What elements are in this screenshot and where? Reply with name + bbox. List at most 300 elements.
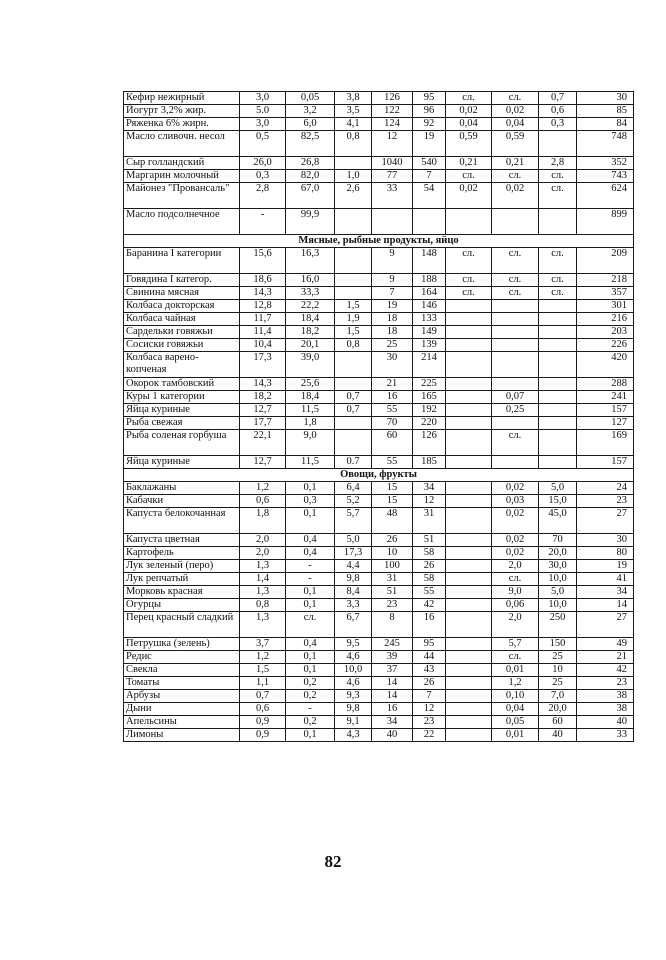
value-cell: 133 <box>413 313 446 326</box>
value-cell: 7 <box>413 690 446 703</box>
value-cell: 0,04 <box>492 118 539 131</box>
value-cell: 44 <box>413 651 446 664</box>
product-name-cell: Баклажаны <box>124 482 240 495</box>
value-cell: 0,04 <box>492 703 539 716</box>
value-cell: 39,0 <box>286 352 335 378</box>
product-name-cell: Огурцы <box>124 599 240 612</box>
table-row <box>124 456 634 469</box>
table-row <box>124 131 634 157</box>
value-cell: 0,04 <box>446 118 492 131</box>
value-cell: 70 <box>539 534 577 547</box>
table-row <box>124 209 634 235</box>
value-cell: сл. <box>492 430 539 456</box>
value-cell: 0,01 <box>492 664 539 677</box>
value-cell: 226 <box>577 339 634 352</box>
product-name-cell: Рыба соленая горбуша <box>124 430 240 456</box>
value-cell: 209 <box>577 248 634 274</box>
table-row <box>124 651 634 664</box>
value-cell <box>446 729 492 742</box>
value-cell: 25 <box>539 651 577 664</box>
value-cell <box>492 456 539 469</box>
value-cell: 9,0 <box>492 586 539 599</box>
value-cell: 0,3 <box>240 170 286 183</box>
value-cell: 9 <box>372 274 413 287</box>
value-cell: - <box>286 573 335 586</box>
value-cell: 34 <box>372 716 413 729</box>
value-cell <box>335 274 372 287</box>
value-cell: 96 <box>413 105 446 118</box>
value-cell: 4,1 <box>335 118 372 131</box>
product-name-cell: Масло подсолнечное <box>124 209 240 235</box>
value-cell: 95 <box>413 638 446 651</box>
table-row <box>124 404 634 417</box>
value-cell <box>446 677 492 690</box>
product-name-cell: Томаты <box>124 677 240 690</box>
value-cell: 42 <box>413 599 446 612</box>
value-cell: 10,0 <box>539 573 577 586</box>
value-cell: 0,7 <box>335 404 372 417</box>
value-cell <box>492 352 539 378</box>
table-row <box>124 417 634 430</box>
value-cell <box>335 209 372 235</box>
value-cell: 0,1 <box>286 508 335 534</box>
value-cell: сл. <box>539 287 577 300</box>
value-cell: 84 <box>577 118 634 131</box>
value-cell: 39 <box>372 651 413 664</box>
value-cell: 55 <box>413 586 446 599</box>
value-cell <box>539 404 577 417</box>
product-name-cell: Свекла <box>124 664 240 677</box>
value-cell: 99,9 <box>286 209 335 235</box>
table-row <box>124 352 634 378</box>
value-cell <box>539 430 577 456</box>
value-cell: 16 <box>372 703 413 716</box>
value-cell: 1,0 <box>335 170 372 183</box>
value-cell: 0,1 <box>286 664 335 677</box>
value-cell: сл. <box>492 92 539 105</box>
value-cell: 122 <box>372 105 413 118</box>
value-cell: 0,2 <box>286 677 335 690</box>
value-cell: 100 <box>372 560 413 573</box>
value-cell: 0,07 <box>492 391 539 404</box>
value-cell <box>335 157 372 170</box>
value-cell: 214 <box>413 352 446 378</box>
value-cell: 0,4 <box>286 534 335 547</box>
value-cell: 16,3 <box>286 248 335 274</box>
value-cell: 80 <box>577 547 634 560</box>
value-cell: 9,0 <box>286 430 335 456</box>
value-cell: 14 <box>577 599 634 612</box>
value-cell: сл. <box>446 274 492 287</box>
value-cell: 23 <box>372 599 413 612</box>
value-cell: 8,4 <box>335 586 372 599</box>
value-cell: - <box>240 209 286 235</box>
value-cell: 0,02 <box>492 105 539 118</box>
value-cell: 37 <box>372 664 413 677</box>
value-cell: 1,2 <box>240 482 286 495</box>
value-cell: 9,5 <box>335 638 372 651</box>
value-cell: 0,8 <box>240 599 286 612</box>
value-cell: 5,2 <box>335 495 372 508</box>
product-name-cell: Арбузы <box>124 690 240 703</box>
value-cell: 0,03 <box>492 495 539 508</box>
value-cell: 49 <box>577 638 634 651</box>
value-cell: 11,4 <box>240 326 286 339</box>
value-cell: 3,2 <box>286 105 335 118</box>
value-cell: 31 <box>372 573 413 586</box>
value-cell: 17,3 <box>240 352 286 378</box>
value-cell <box>446 300 492 313</box>
value-cell: 1,3 <box>240 612 286 638</box>
value-cell: 0.7 <box>335 456 372 469</box>
table-row <box>124 92 634 105</box>
value-cell: 15 <box>372 495 413 508</box>
value-cell: 5,7 <box>492 638 539 651</box>
value-cell: 30 <box>577 534 634 547</box>
value-cell: 1,5 <box>335 326 372 339</box>
value-cell: 25 <box>372 339 413 352</box>
value-cell: сл. <box>492 573 539 586</box>
value-cell: 10,0 <box>335 664 372 677</box>
value-cell: 41 <box>577 573 634 586</box>
value-cell <box>492 300 539 313</box>
value-cell: 30 <box>372 352 413 378</box>
value-cell: 5,7 <box>335 508 372 534</box>
value-cell: 169 <box>577 430 634 456</box>
value-cell: 0,01 <box>492 729 539 742</box>
value-cell: сл. <box>539 248 577 274</box>
value-cell: 0,7 <box>539 92 577 105</box>
product-name-cell: Баранина I категории <box>124 248 240 274</box>
value-cell: 5,0 <box>539 586 577 599</box>
value-cell <box>539 209 577 235</box>
value-cell: 14,3 <box>240 287 286 300</box>
table-row <box>124 690 634 703</box>
value-cell: 40 <box>372 729 413 742</box>
table-row <box>124 170 634 183</box>
value-cell: 23 <box>577 677 634 690</box>
value-cell: 1040 <box>372 157 413 170</box>
value-cell: 12,7 <box>240 404 286 417</box>
value-cell: 18 <box>372 326 413 339</box>
value-cell: 20,1 <box>286 339 335 352</box>
value-cell: 6,4 <box>335 482 372 495</box>
value-cell: сл. <box>492 248 539 274</box>
value-cell <box>446 703 492 716</box>
value-cell <box>446 378 492 391</box>
value-cell: 743 <box>577 170 634 183</box>
value-cell <box>335 430 372 456</box>
value-cell <box>446 313 492 326</box>
value-cell: 14 <box>372 690 413 703</box>
value-cell: 7,0 <box>539 690 577 703</box>
value-cell: 0,6 <box>240 703 286 716</box>
value-cell <box>446 586 492 599</box>
value-cell: 0,02 <box>492 482 539 495</box>
value-cell: 48 <box>372 508 413 534</box>
value-cell: 95 <box>413 92 446 105</box>
value-cell: 10 <box>539 664 577 677</box>
value-cell: 1,8 <box>286 417 335 430</box>
value-cell: 12 <box>413 703 446 716</box>
value-cell: 203 <box>577 326 634 339</box>
value-cell <box>446 560 492 573</box>
product-name-cell: Сыр голландский <box>124 157 240 170</box>
section-header-row <box>124 235 634 248</box>
value-cell: 45,0 <box>539 508 577 534</box>
value-cell <box>446 209 492 235</box>
product-name-cell: Ряженка 6% жирн. <box>124 118 240 131</box>
value-cell: 26 <box>372 534 413 547</box>
value-cell: 0,2 <box>286 690 335 703</box>
value-cell: 10,0 <box>539 599 577 612</box>
value-cell <box>335 417 372 430</box>
value-cell <box>539 300 577 313</box>
value-cell: сл. <box>446 170 492 183</box>
value-cell: 149 <box>413 326 446 339</box>
value-cell: 220 <box>413 417 446 430</box>
product-name-cell: Рыба свежая <box>124 417 240 430</box>
table-row <box>124 716 634 729</box>
value-cell: 0,59 <box>492 131 539 157</box>
value-cell: 899 <box>577 209 634 235</box>
value-cell: 14 <box>372 677 413 690</box>
value-cell: 16 <box>413 612 446 638</box>
table-row <box>124 183 634 209</box>
value-cell: 2,8 <box>539 157 577 170</box>
value-cell <box>446 482 492 495</box>
value-cell: 0,10 <box>492 690 539 703</box>
value-cell: сл. <box>492 287 539 300</box>
value-cell: 1,5 <box>240 664 286 677</box>
value-cell: сл. <box>446 287 492 300</box>
value-cell: 0,02 <box>446 183 492 209</box>
value-cell: 0,3 <box>286 495 335 508</box>
table-row <box>124 599 634 612</box>
value-cell <box>492 339 539 352</box>
product-name-cell: Яйца куриные <box>124 456 240 469</box>
section-header-row <box>124 469 634 482</box>
value-cell: 55 <box>372 456 413 469</box>
value-cell: 0,1 <box>286 651 335 664</box>
table-row <box>124 274 634 287</box>
value-cell: 5.0 <box>240 105 286 118</box>
value-cell: сл. <box>539 183 577 209</box>
value-cell: 9,3 <box>335 690 372 703</box>
value-cell: 42 <box>577 664 634 677</box>
value-cell: 55 <box>372 404 413 417</box>
value-cell <box>446 430 492 456</box>
value-cell: 3,3 <box>335 599 372 612</box>
value-cell <box>539 378 577 391</box>
value-cell: 301 <box>577 300 634 313</box>
value-cell: 18,4 <box>286 391 335 404</box>
value-cell <box>446 547 492 560</box>
value-cell: 16 <box>372 391 413 404</box>
value-cell: 19 <box>413 131 446 157</box>
value-cell: 3,7 <box>240 638 286 651</box>
value-cell: 22,1 <box>240 430 286 456</box>
value-cell: 40 <box>539 729 577 742</box>
value-cell: 7 <box>372 287 413 300</box>
product-name-cell: Говядина I категор. <box>124 274 240 287</box>
value-cell: 0,9 <box>240 716 286 729</box>
value-cell: 9,8 <box>335 573 372 586</box>
table-row <box>124 118 634 131</box>
value-cell: 12 <box>413 495 446 508</box>
value-cell <box>539 313 577 326</box>
value-cell <box>446 352 492 378</box>
value-cell: 0,8 <box>335 131 372 157</box>
value-cell: 30,0 <box>539 560 577 573</box>
value-cell: 126 <box>372 92 413 105</box>
value-cell: 0,25 <box>492 404 539 417</box>
value-cell: 9,1 <box>335 716 372 729</box>
table-row <box>124 638 634 651</box>
product-name-cell: Редис <box>124 651 240 664</box>
value-cell <box>539 417 577 430</box>
value-cell: 1,8 <box>240 508 286 534</box>
table-row <box>124 105 634 118</box>
value-cell: 1,1 <box>240 677 286 690</box>
value-cell: 0,05 <box>286 92 335 105</box>
table-row <box>124 248 634 274</box>
value-cell <box>446 716 492 729</box>
value-cell: 6,7 <box>335 612 372 638</box>
value-cell: 192 <box>413 404 446 417</box>
product-name-cell: Капуста белокочанная <box>124 508 240 534</box>
value-cell: 23 <box>413 716 446 729</box>
value-cell: 3,8 <box>335 92 372 105</box>
product-name-cell: Колбаса докторская <box>124 300 240 313</box>
value-cell: 19 <box>372 300 413 313</box>
value-cell: 748 <box>577 131 634 157</box>
table-body <box>124 92 634 742</box>
value-cell: 0,1 <box>286 599 335 612</box>
value-cell: 67,0 <box>286 183 335 209</box>
value-cell: 420 <box>577 352 634 378</box>
value-cell: 18,2 <box>286 326 335 339</box>
value-cell: - <box>286 703 335 716</box>
value-cell <box>446 599 492 612</box>
value-cell <box>446 638 492 651</box>
value-cell: 218 <box>577 274 634 287</box>
section-title: Мясные, рыбные продукты, яйцо <box>124 235 634 248</box>
product-name-cell: Кефир нежирный <box>124 92 240 105</box>
value-cell: 0,8 <box>335 339 372 352</box>
value-cell: 148 <box>413 248 446 274</box>
value-cell <box>492 378 539 391</box>
value-cell: 0,9 <box>240 729 286 742</box>
product-name-cell: Йогурт 3,2% жир. <box>124 105 240 118</box>
value-cell: 7 <box>413 170 446 183</box>
value-cell: 10,4 <box>240 339 286 352</box>
value-cell: 26 <box>413 677 446 690</box>
value-cell: 2,0 <box>492 560 539 573</box>
value-cell: 225 <box>413 378 446 391</box>
value-cell: 58 <box>413 573 446 586</box>
value-cell <box>446 534 492 547</box>
table-row <box>124 586 634 599</box>
product-name-cell: Куры 1 категории <box>124 391 240 404</box>
product-name-cell: Масло сливочн. несол <box>124 131 240 157</box>
value-cell: 139 <box>413 339 446 352</box>
value-cell: сл. <box>539 274 577 287</box>
value-cell: 2,0 <box>492 612 539 638</box>
value-cell: 58 <box>413 547 446 560</box>
value-cell: сл. <box>492 170 539 183</box>
value-cell: 38 <box>577 690 634 703</box>
value-cell: 0,06 <box>492 599 539 612</box>
value-cell <box>372 209 413 235</box>
product-name-cell: Картофель <box>124 547 240 560</box>
value-cell: 18,4 <box>286 313 335 326</box>
table-row <box>124 326 634 339</box>
value-cell <box>539 391 577 404</box>
value-cell <box>446 573 492 586</box>
table-row <box>124 677 634 690</box>
value-cell: 22,2 <box>286 300 335 313</box>
table-row <box>124 495 634 508</box>
value-cell: 146 <box>413 300 446 313</box>
value-cell: 60 <box>372 430 413 456</box>
table-row <box>124 313 634 326</box>
value-cell: 51 <box>413 534 446 547</box>
value-cell: 4,3 <box>335 729 372 742</box>
value-cell: 92 <box>413 118 446 131</box>
value-cell: 0,21 <box>446 157 492 170</box>
value-cell: 11,7 <box>240 313 286 326</box>
table-row <box>124 534 634 547</box>
value-cell: 21 <box>372 378 413 391</box>
value-cell: 1,2 <box>240 651 286 664</box>
value-cell: 24 <box>577 482 634 495</box>
value-cell: 16,0 <box>286 274 335 287</box>
product-name-cell: Лук репчатый <box>124 573 240 586</box>
value-cell <box>539 131 577 157</box>
value-cell: 43 <box>413 664 446 677</box>
value-cell <box>446 664 492 677</box>
value-cell: 5,0 <box>539 482 577 495</box>
value-cell: 27 <box>577 612 634 638</box>
nutrition-table <box>123 91 634 742</box>
value-cell <box>335 287 372 300</box>
value-cell: 0,5 <box>240 131 286 157</box>
value-cell: 0,02 <box>492 547 539 560</box>
table-row <box>124 560 634 573</box>
value-cell: 4,6 <box>335 677 372 690</box>
table-row <box>124 482 634 495</box>
product-name-cell: Сардельки говяжьи <box>124 326 240 339</box>
value-cell: 5,0 <box>335 534 372 547</box>
value-cell: 352 <box>577 157 634 170</box>
value-cell <box>446 417 492 430</box>
value-cell: 11,5 <box>286 404 335 417</box>
value-cell: 70 <box>372 417 413 430</box>
value-cell: 0,3 <box>539 118 577 131</box>
value-cell: 4,4 <box>335 560 372 573</box>
value-cell <box>492 313 539 326</box>
table-row <box>124 612 634 638</box>
value-cell: 157 <box>577 456 634 469</box>
value-cell: 10 <box>372 547 413 560</box>
value-cell: 0,7 <box>335 391 372 404</box>
value-cell: 2,0 <box>240 534 286 547</box>
value-cell: 9,8 <box>335 703 372 716</box>
value-cell <box>446 339 492 352</box>
value-cell: 0,05 <box>492 716 539 729</box>
value-cell: 26 <box>413 560 446 573</box>
